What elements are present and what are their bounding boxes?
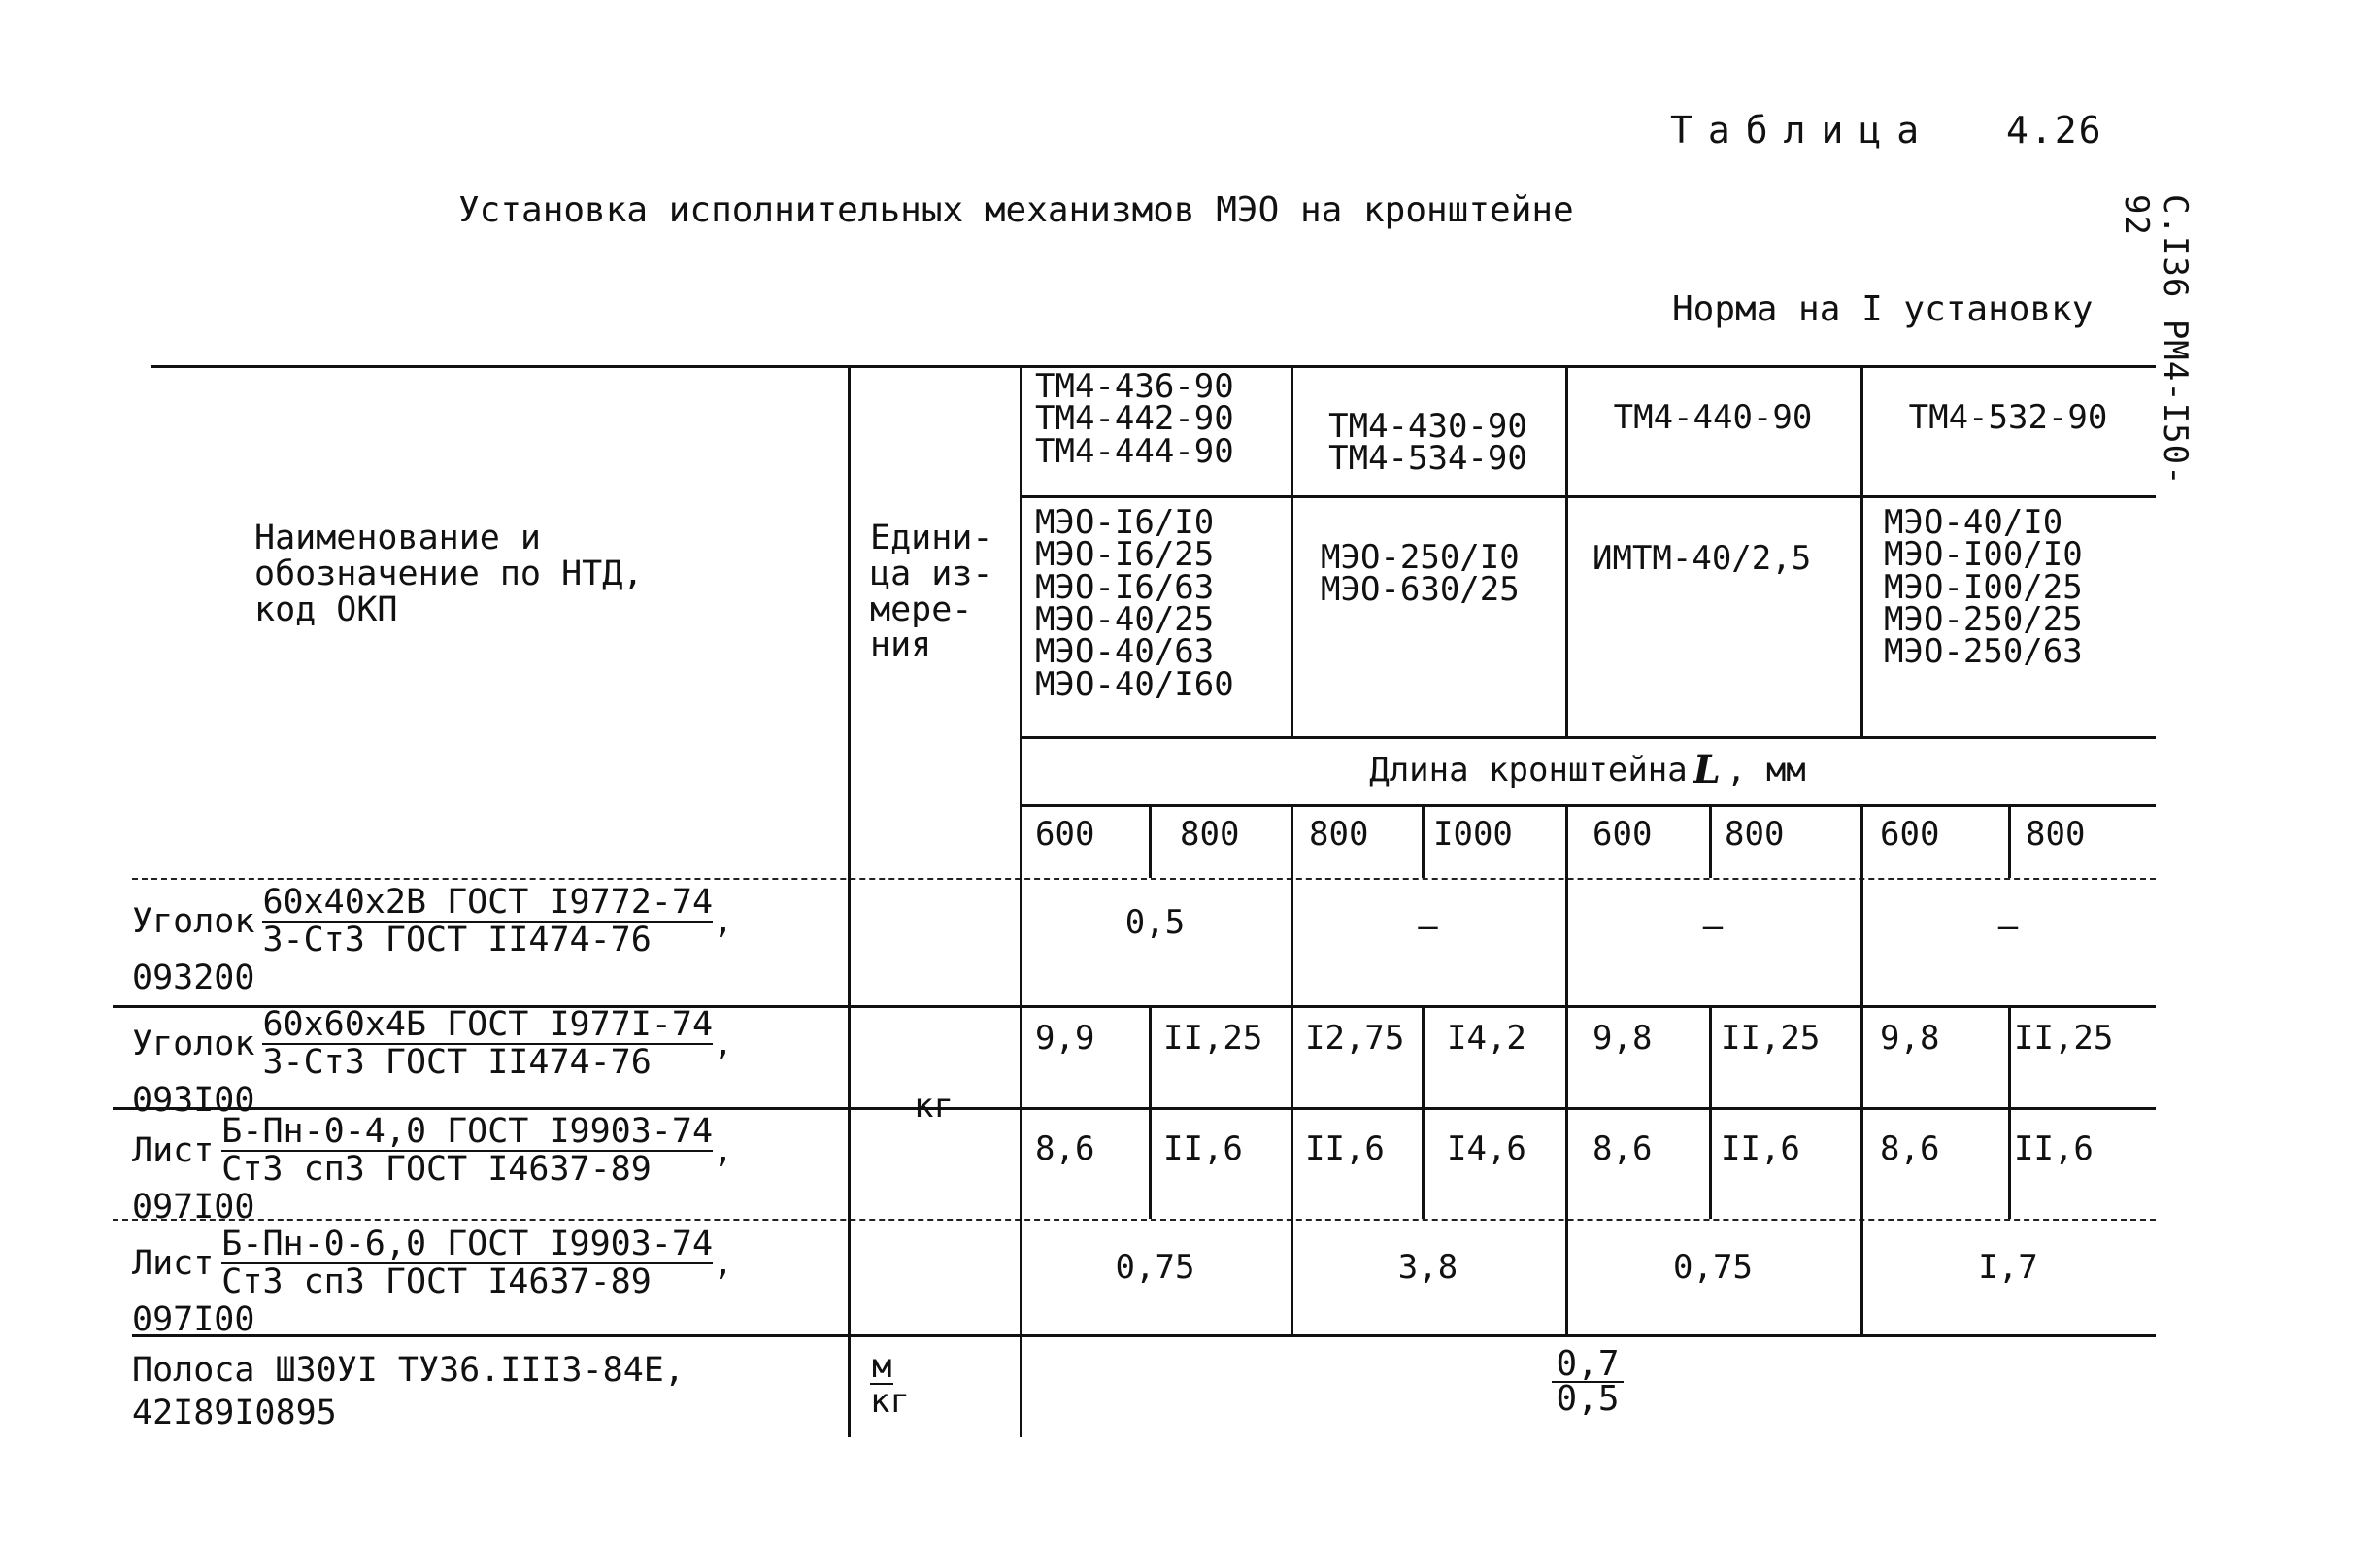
table-cell: 8,6 xyxy=(1592,1129,1653,1168)
header-row-divider xyxy=(1020,736,2156,739)
mechanism-group-3: ИМТМ-40/2,5 xyxy=(1592,539,1812,578)
column-divider xyxy=(1149,804,1152,878)
length-value: 800 xyxy=(1309,815,1369,854)
column-divider xyxy=(1422,804,1425,878)
unit-fraction: м кг xyxy=(870,1347,910,1421)
table-number: 4.26 xyxy=(2006,109,2103,151)
drawing-group-1: ТМ4-436-90 ТМ4-442-90 ТМ4-444-90 xyxy=(1035,367,1234,471)
table-cell: II,25 xyxy=(1721,1019,1821,1058)
header-row-divider xyxy=(1020,804,2156,807)
value-fraction: $\frac{0,7}{0,5}$ xyxy=(1020,1348,2156,1416)
length-header: Длина кронштейна L , мм xyxy=(1369,746,1806,792)
column-divider xyxy=(2008,804,2011,878)
column-divider xyxy=(2008,1005,2011,1219)
table-cell: II,25 xyxy=(1163,1019,1263,1058)
table-cell: 8,6 xyxy=(1880,1129,1940,1168)
header-row-divider xyxy=(1020,495,2156,498)
column-divider xyxy=(1149,1005,1152,1219)
drawing-group-4: ТМ4-532-90 xyxy=(1908,397,2108,437)
length-value: 800 xyxy=(1180,815,1240,854)
shared-unit-cell: кг xyxy=(914,1086,954,1126)
table-cell: I2,75 xyxy=(1305,1019,1405,1058)
table-cell: II,6 xyxy=(1163,1129,1243,1168)
column-divider xyxy=(1422,1005,1425,1219)
table-cell: II,6 xyxy=(1721,1129,1800,1168)
length-value: 800 xyxy=(2026,815,2086,854)
table-cell: 0,75 xyxy=(1673,1247,1753,1287)
length-value: I000 xyxy=(1433,815,1513,854)
length-value: 600 xyxy=(1880,815,1940,854)
table-cell: 9,8 xyxy=(1880,1019,1940,1058)
mechanism-group-2: МЭО-250/I0 МЭО-630/25 xyxy=(1321,538,1520,610)
norm-note: Норма на I установку xyxy=(1672,289,2094,329)
table-cell: – xyxy=(1997,906,2019,946)
table-row-label: Уголок $\frac{\text{60х60х4Б ГОСТ I977I-74}}{\text{3-Ст3 ГОСТ II474-76}}$ , 093I00 xyxy=(132,1005,734,1120)
table-cell: 0,75 xyxy=(1115,1247,1195,1287)
table-label: Таблица xyxy=(1670,109,1935,151)
mechanism-group-4: МЭО-40/I0 МЭО-I00/I0 МЭО-I00/25 МЭО-250/25 МЭО-250/63 xyxy=(1884,503,2083,672)
table-cell: II,6 xyxy=(1305,1129,1385,1168)
length-value: 600 xyxy=(1592,815,1653,854)
table-cell: 9,9 xyxy=(1035,1019,1095,1058)
length-value: 800 xyxy=(1725,815,1785,854)
column-divider xyxy=(1709,1005,1712,1219)
table-row-label: Полоса ШЗ0УI ТУ36.III3-84Е, 42I89I0895 xyxy=(132,1351,685,1432)
table-cell: 3,8 xyxy=(1397,1247,1458,1287)
unit-column-header: Едини- ца из- мере- ния xyxy=(870,519,993,665)
table-row-label: Лист $\frac{\text{Б-Пн-0-4,0 ГОСТ I9903-74}}{\text{Ст3 сп3 ГОСТ I4637-89}}$ , 097I00 xyxy=(132,1112,734,1227)
table-cell: I4,2 xyxy=(1447,1019,1526,1058)
page-title: Установка исполнительных механизмов МЭО на кронштейне xyxy=(458,190,1574,230)
table-cell: II,25 xyxy=(2014,1019,2114,1058)
table-cell: 9,8 xyxy=(1592,1019,1653,1058)
length-value: 600 xyxy=(1035,815,1095,854)
table-row-label: Лист $\frac{\text{Б-Пн-0-6,0 ГОСТ I9903-74}}{\text{Ст3 сп3 ГОСТ I4637-89}}$ , 097I00 xyxy=(132,1225,734,1339)
side-document-code: С.I36 РМ4-I50-92 xyxy=(2117,194,2195,487)
table-cell: – xyxy=(1418,906,1438,946)
table-row-label: Уголок $\frac{\text{60х40х2В ГОСТ I9772-74}}{\text{3-Ст3 ГОСТ II474-76}}$ , 093200 xyxy=(132,883,734,997)
column-divider xyxy=(1709,804,1712,878)
table-cell: – xyxy=(1702,906,1724,946)
drawing-group-3: ТМ4-440-90 xyxy=(1613,397,1813,437)
table-cell: 8,6 xyxy=(1035,1129,1095,1168)
name-column-header: Наименование и обозначение по НТД, код ОКП xyxy=(254,519,644,629)
mechanism-group-1: МЭО-I6/I0 МЭО-I6/25 МЭО-I6/63 МЭО-40/25 МЭО-40/63 МЭО-40/I60 xyxy=(1035,503,1234,704)
table-cell: I,7 xyxy=(1978,1247,2038,1287)
table-cell: 0,5 xyxy=(1124,902,1186,942)
table-cell: II,6 xyxy=(2014,1129,2094,1168)
drawing-group-2: ТМ4-430-90 ТМ4-534-90 xyxy=(1328,406,1527,478)
table-cell: I4,6 xyxy=(1447,1129,1526,1168)
